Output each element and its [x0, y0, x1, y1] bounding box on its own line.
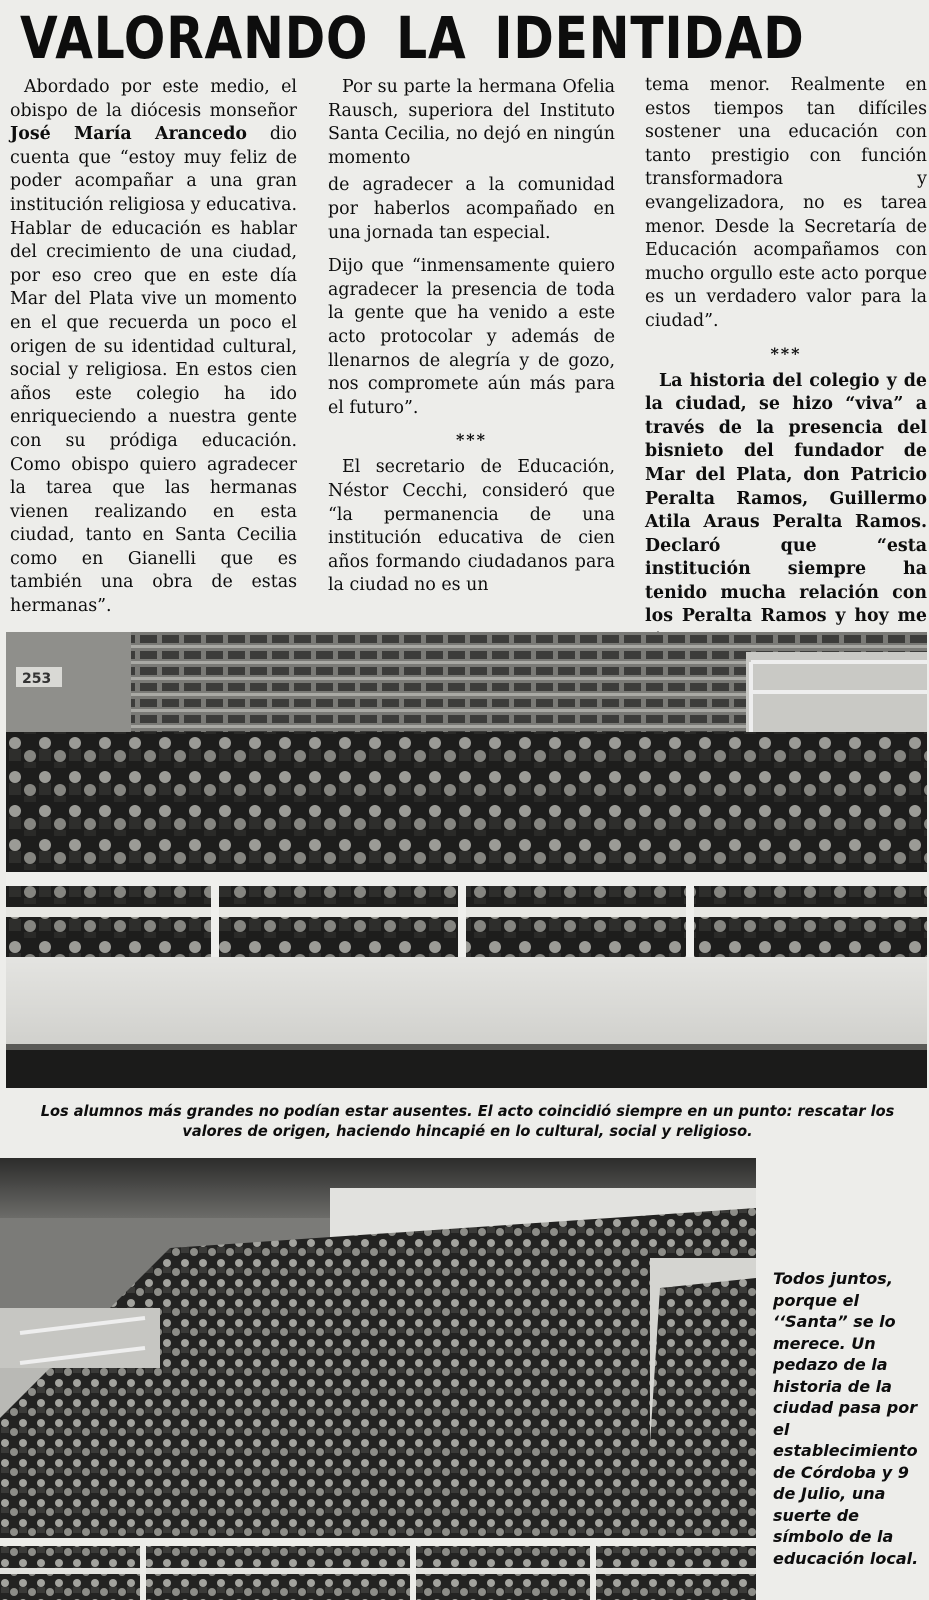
column1-text-b: dio cuenta que “estoy muy feliz de poder acompañar a una gran institución religiosa y educativa. Hablar de educación es hablar del crecimiento de una ciudad, por eso creo que en este día Mar del Plata vive un momento en el que recuerda un poco el origen de su identidad cultural, social y religiosa. En estos cien años este colegio ha ido enriqueciendo a nuestra gente con su pródiga educación. Como obispo quiero agradecer la tarea que las hermanas vienen realizando en esta ciudad, tanto en Santa Cecilia como en Gianelli que es también una obra de estas hermanas”. [10, 124, 297, 617]
article-column-2 [328, 76, 615, 604]
column1-paragraph [10, 76, 297, 619]
column2-paragraph-4: El secretario de Educación, Néstor Cecchi, consideró que “la permanencia de una institución educativa de cien años formando ciudadanos para la ciudad no es un [328, 457, 615, 596]
section-separator: *** [770, 343, 802, 363]
section-separator: *** [455, 430, 488, 450]
column2-paragraph-2: de agradecer a la comunidad por haberlos acompañado en una jornada tan especial. [328, 175, 615, 243]
column3-paragraph-1: tema menor. Realmente en estos tiempos tan difíciles sostener una educación con tanto prestigio con función transformadora y evangelizadora, no es tarea menor. Desde la Secretaría de Educación acompañamos con mucho orgullo este acto porque es un verdadero valor para la ciudad”. [645, 75, 927, 331]
photo-full-crowd [0, 1158, 756, 1600]
caption-crowd: Todos juntos, porque el ‘‘Santa” se lo merece. Un pedazo de la historia de la ciudad pasa por el establecimiento de Córdoba y 9 de Julio, una suerte de símbolo de la educación local. [773, 1269, 919, 1568]
photo-students-in-stands [6, 632, 927, 1088]
article-column-3 [645, 74, 927, 659]
photo-students-in-stands-image [6, 632, 927, 1088]
bishop-name: José María Arancedo [10, 124, 247, 145]
article-column-1 [10, 76, 297, 625]
column2-paragraph-3: Dijo que “inmensamente quiero agradecer la presencia de toda la gente que ha venido a este acto protocolar y además de llenarnos de alegría y de gozo, nos compromete aún más para el futuro”. [328, 256, 615, 418]
stand-sign: 253 [22, 671, 52, 687]
headline: VALORANDO LA IDENTIDAD [20, 4, 805, 72]
column1-text-a: Abordado por este medio, el obispo de la diócesis monseñor [10, 77, 297, 121]
photo-full-crowd-image [0, 1158, 756, 1600]
column3-paragraph-2: La historia del colegio y de la ciudad, se hizo “viva” a través de la presencia del bisnieto del fundador de Mar del Plata, don Patricio Peralta Ramos, Guillermo Atila Araus Peralta Ramos. Declaró que “esta institución siempre ha tenido mucha relación con los Peralta Ramos y hoy me [645, 370, 927, 627]
column2-paragraph-1: Por su parte la hermana Ofelia Rausch, superiora del Instituto Santa Cecilia, no dejó en ningún momento [328, 77, 615, 168]
caption-students: Los alumnos más grandes no podían estar ausentes. El acto coincidió siempre en un punto: rescatar los valores de origen, haciendo hincapié en lo cultural, social y religioso. [40, 1102, 895, 1140]
